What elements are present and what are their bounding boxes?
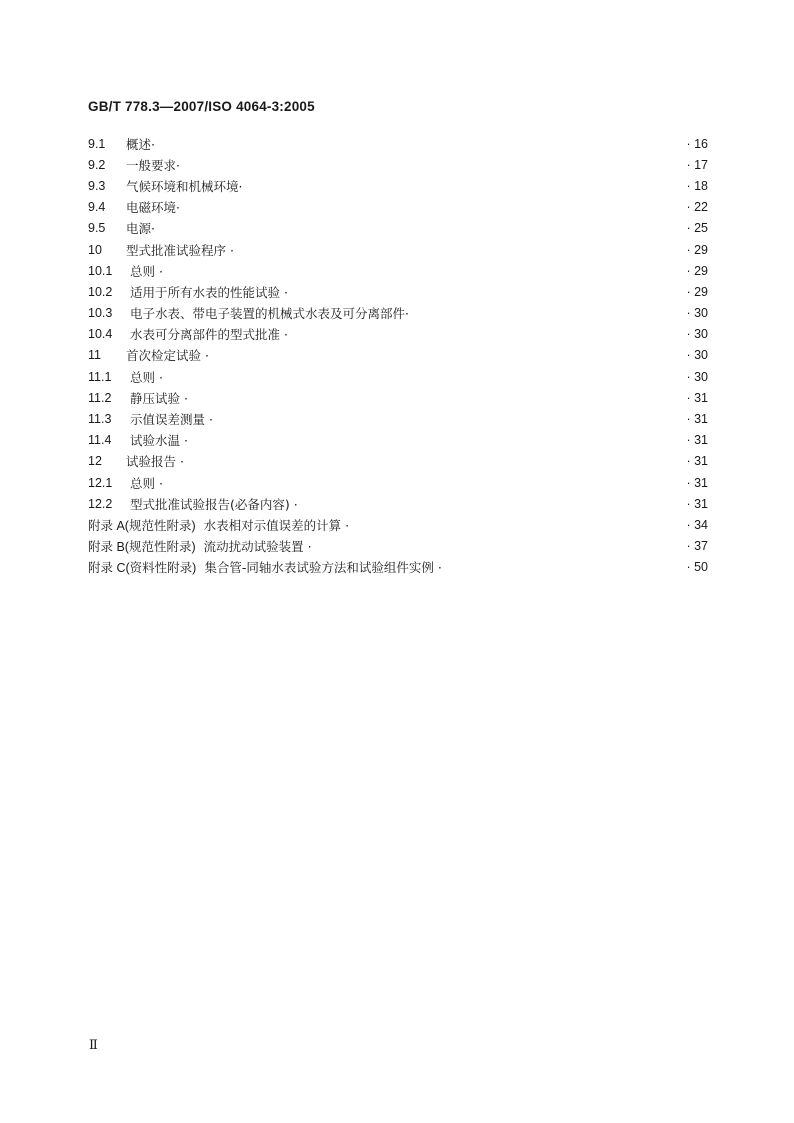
toc-number: 11.3 [88, 412, 112, 427]
toc-row[interactable] [88, 260, 708, 281]
table-of-contents [88, 133, 708, 578]
toc-number: 12 [88, 454, 102, 469]
toc-row[interactable] [88, 324, 708, 345]
toc-row[interactable] [88, 514, 708, 535]
toc-title: 水表可分离部件的型式批准 · [130, 327, 288, 343]
toc-title: 型式批准试验报告(必备内容) · [130, 496, 298, 512]
toc-title: 水表相对示值误差的计算 · [203, 517, 350, 533]
toc-title: 概述· [126, 136, 155, 152]
toc-number: 10 [88, 242, 102, 257]
toc-title: 首次检定试验 · [126, 348, 209, 364]
toc-page: · 31 [676, 476, 708, 490]
toc-title: 电源· [126, 221, 155, 237]
toc-row[interactable] [88, 536, 708, 557]
toc-number: 10.3 [88, 306, 113, 321]
toc-title: 电子水表、带电子装置的机械式水表及可分离部件· [130, 306, 409, 322]
toc-row[interactable] [88, 451, 708, 472]
toc-page: · 30 [676, 327, 708, 341]
toc-number: 附录 C(资料性附录) [88, 561, 197, 576]
toc-page: · 34 [676, 518, 708, 532]
toc-number: 11.1 [88, 369, 112, 384]
toc-page: · 29 [676, 264, 708, 278]
toc-number: 附录 B(规范性附录) [88, 540, 196, 555]
toc-title: 总则 · [130, 475, 163, 491]
toc-row[interactable] [88, 303, 708, 324]
toc-page: · 50 [676, 560, 708, 574]
toc-page: · 31 [676, 497, 708, 511]
toc-row[interactable] [88, 154, 708, 175]
toc-number: 11.2 [88, 390, 112, 405]
toc-row[interactable] [88, 197, 708, 218]
toc-number: 12.1 [88, 475, 113, 490]
toc-title: 试验报告 · [126, 454, 184, 470]
toc-number: 9.2 [88, 157, 106, 172]
toc-number: 10.2 [88, 284, 113, 299]
toc-title: 一般要求· [126, 157, 180, 173]
toc-page: · 29 [676, 285, 708, 299]
toc-number: 9.5 [88, 221, 106, 236]
toc-page: · 31 [676, 433, 708, 447]
toc-page: · 29 [676, 243, 708, 257]
toc-title: 示值误差测量 · [130, 412, 213, 428]
toc-title: 试验水温 · [130, 433, 188, 449]
toc-number: 10.1 [88, 263, 113, 278]
toc-row[interactable] [88, 472, 708, 493]
toc-number: 12.2 [88, 496, 113, 511]
toc-row[interactable] [88, 557, 708, 578]
toc-title: 适用于所有水表的性能试验 · [130, 284, 288, 300]
toc-page: · 18 [676, 179, 708, 193]
toc-row[interactable] [88, 281, 708, 302]
toc-title: 型式批准试验程序 · [126, 242, 234, 258]
toc-row[interactable] [88, 493, 708, 514]
toc-page: · 25 [676, 221, 708, 235]
toc-row[interactable] [88, 387, 708, 408]
toc-page: · 30 [676, 306, 708, 320]
toc-number: 9.4 [88, 200, 106, 215]
document-code-header: GB/T 778.3—2007/ISO 4064-3:2005 [88, 99, 315, 114]
toc-row[interactable] [88, 408, 708, 429]
toc-title: 电磁环境· [126, 200, 180, 216]
toc-page: · 30 [676, 348, 708, 362]
toc-page: · 37 [676, 539, 708, 553]
toc-page: · 31 [676, 391, 708, 405]
page-number-footer: Ⅱ [89, 1037, 98, 1052]
toc-row[interactable] [88, 218, 708, 239]
toc-title: 总则 · [130, 263, 163, 279]
toc-row[interactable] [88, 175, 708, 196]
toc-number: 11 [88, 348, 101, 363]
toc-title: 流动扰动试验装置 · [203, 539, 312, 555]
toc-number: 11.4 [88, 433, 112, 448]
toc-number: 10.4 [88, 327, 113, 342]
toc-row[interactable] [88, 430, 708, 451]
toc-page: · 30 [676, 370, 708, 384]
toc-title: 总则 · [130, 369, 163, 385]
toc-title: 静压试验 · [130, 390, 188, 406]
toc-number: 附录 A(规范性附录) [88, 518, 196, 533]
toc-page: · 16 [676, 137, 708, 151]
toc-number: 9.3 [88, 178, 106, 193]
toc-row[interactable] [88, 133, 708, 154]
toc-row[interactable] [88, 366, 708, 387]
toc-number: 9.1 [88, 136, 106, 151]
toc-row[interactable] [88, 239, 708, 260]
toc-page: · 31 [676, 412, 708, 426]
toc-page: · 31 [676, 454, 708, 468]
toc-title: 气候环境和机械环境· [126, 178, 243, 194]
toc-row[interactable] [88, 345, 708, 366]
toc-page: · 22 [676, 200, 708, 214]
toc-title: 集合管-同轴水表试验方法和试验组件实例 · [204, 560, 442, 576]
toc-page: · 17 [676, 158, 708, 172]
